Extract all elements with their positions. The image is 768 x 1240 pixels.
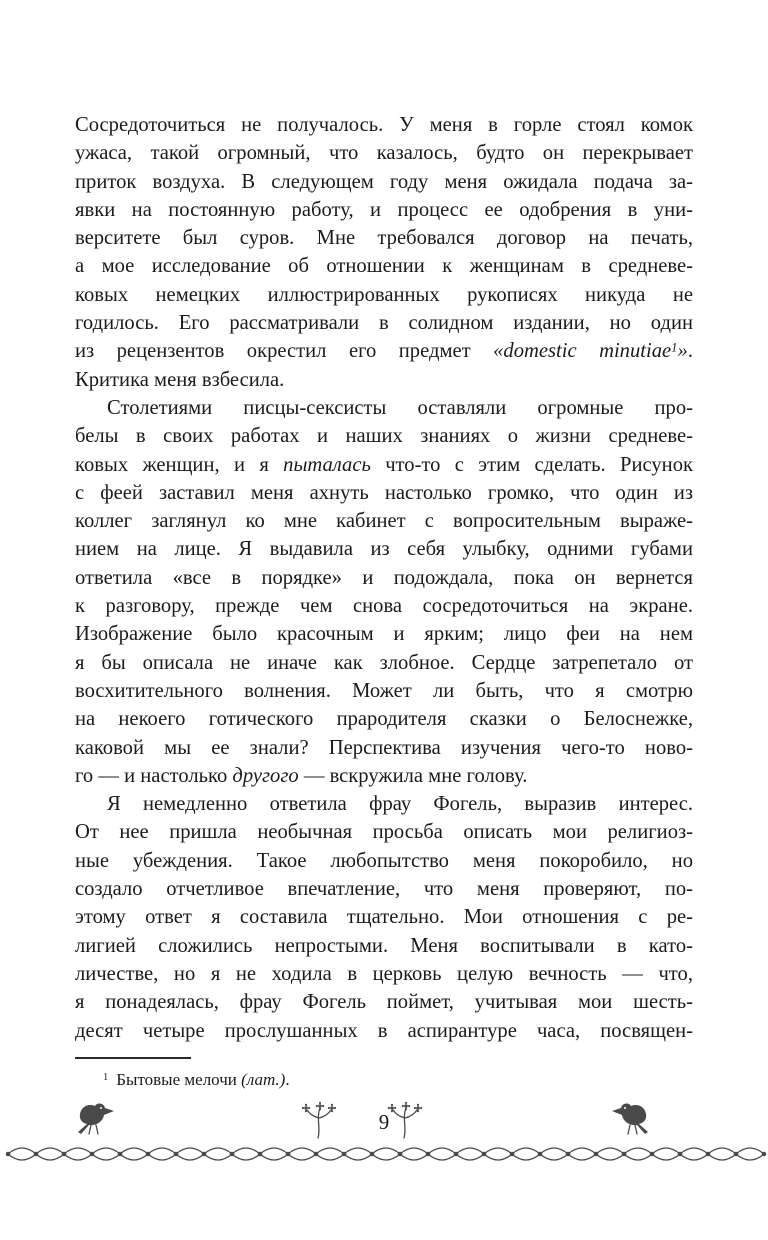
text-line [75,677,693,705]
text-line [75,847,693,875]
text-segment: я понадеялась, фрау Фогель поймет, учитывая мои шесть- [75,991,693,1014]
text-segment: Столетиями писцы-сексисты оставляли огромные про- [107,396,693,419]
footer-ornament [0,1092,768,1172]
text-segment: каковой мы ее знали? Перспектива изучения чего-то ново- [75,736,693,759]
text-line [75,734,693,762]
text-line [75,507,693,535]
text-line [75,705,693,733]
text-segment: на некоего готического прародителя сказки о Белоснежке, [75,708,693,731]
text-line [75,1017,693,1045]
text-segment: От нее пришла необычная просьба описать мои религиоз- [75,821,693,844]
text-segment: » [677,340,688,363]
text-line [75,932,693,960]
text-segment: коллег заглянул ко мне кабинет с вопросительным выраже- [75,510,693,533]
text-line [75,790,693,818]
text-segment: (лат.) [241,1070,286,1089]
text-segment: ковых женщин, и я [75,453,284,476]
text-segment: . [285,1070,290,1089]
text-line [75,224,693,252]
floral-sprig-left-icon [302,1102,336,1138]
text-segment: приток воздуха. В следующем году меня ожидала подача за- [75,170,693,193]
text-segment: 1 [671,340,678,355]
page-number: 9 [378,1110,390,1134]
text-line [75,535,693,563]
text-line [75,252,693,280]
bird-left-icon [78,1104,114,1134]
text-segment: с феей заставил меня ахнуть настолько громко, что один из [75,481,693,504]
text-segment: ответила «все в порядке» и подождала, пока он вернется [75,566,693,589]
footnote-marker: 1 [103,1072,109,1084]
text-line [75,451,693,479]
floral-sprig-right-icon [388,1102,422,1138]
text-line [75,564,693,592]
text-line [75,960,693,988]
text-segment: Сосредоточиться не получалось. У меня в горле стоял комок [75,114,693,136]
text-segment: верситете был суров. Мне требовался договор на печать, [75,227,693,250]
text-segment: из рецензентов окрестил его предмет [75,340,494,363]
text-line [75,479,693,507]
text-segment: лигией сложились непростыми. Меня воспитывали в като- [75,934,693,957]
text-segment: . [687,340,693,363]
text-segment: этому ответ я составила тщательно. Мои отношения с ре- [75,906,693,929]
text-segment: годилось. Его рассматривали в солидном издании, но один [75,312,693,335]
text-segment: ные убеждения. Такое любопытство меня покоробило, но [75,849,693,872]
text-segment: го — и настолько [75,764,233,787]
text-segment: Я немедленно ответила фрау Фогель, выразив интерес. [107,793,693,816]
footnote-text [75,1068,693,1092]
text-segment: десят четыре прослушанных в аспирантуре часа, посвящен- [75,1019,693,1042]
footnote-divider [75,1057,191,1059]
text-segment: восхитительного волнения. Может ли быть, что я смотрю [75,679,693,702]
text-line [75,366,693,394]
text-line [75,139,693,167]
text-segment: ковых немецких иллюстрированных рукописях никуда не [75,283,693,306]
text-line [75,281,693,309]
bird-right-icon [612,1104,648,1134]
text-segment: ужаса, такой огромный, что казалось, будто он перекрывает [75,142,693,165]
text-line [75,168,693,196]
text-segment: личестве, но я не ходила в церковь целую вечность — что, [75,962,693,985]
text-segment: что-то с этим сделать. Рисунок [370,453,693,476]
text-segment: Критика меня взбесила. [75,368,285,391]
text-line [75,620,693,648]
text-line [75,337,693,365]
text-segment: другого [232,764,299,787]
text-segment: пыталась [283,453,371,476]
vine-border-icon [8,1148,764,1160]
text-line [75,875,693,903]
text-line [75,111,693,139]
text-line [75,818,693,846]
text-block [75,111,693,1045]
text-segment: к разговору, прежде чем снова сосредоточиться на экране. [75,595,693,618]
text-line [75,394,693,422]
text-line [75,309,693,337]
text-line [75,422,693,450]
text-line [75,762,693,790]
text-segment: — вскружила мне голову. [298,764,528,787]
text-segment: нием на лице. Я выдавила из себя улыбку, одними губами [75,538,693,561]
text-segment: «domestic minutiae [493,340,672,363]
text-line [75,903,693,931]
text-line [75,988,693,1016]
text-segment: Бытовые мелочи [116,1070,242,1089]
text-line [75,649,693,677]
text-segment: Изображение было красочным и ярким; лицо феи на нем [75,623,693,646]
text-segment: белы в своих работах и наших знаниях о жизни средневе- [75,425,693,448]
text-segment: а мое исследование об отношении к женщинам в средневе- [75,255,693,278]
text-line [75,592,693,620]
text-segment: я бы описала не иначе как злобное. Сердце затрепетало от [75,651,693,674]
text-line [75,196,693,224]
text-segment: создало отчетливое впечатление, что меня проверяют, по- [75,878,693,901]
text-segment: явки на постоянную работу, и процесс ее одобрения в уни- [75,198,693,221]
